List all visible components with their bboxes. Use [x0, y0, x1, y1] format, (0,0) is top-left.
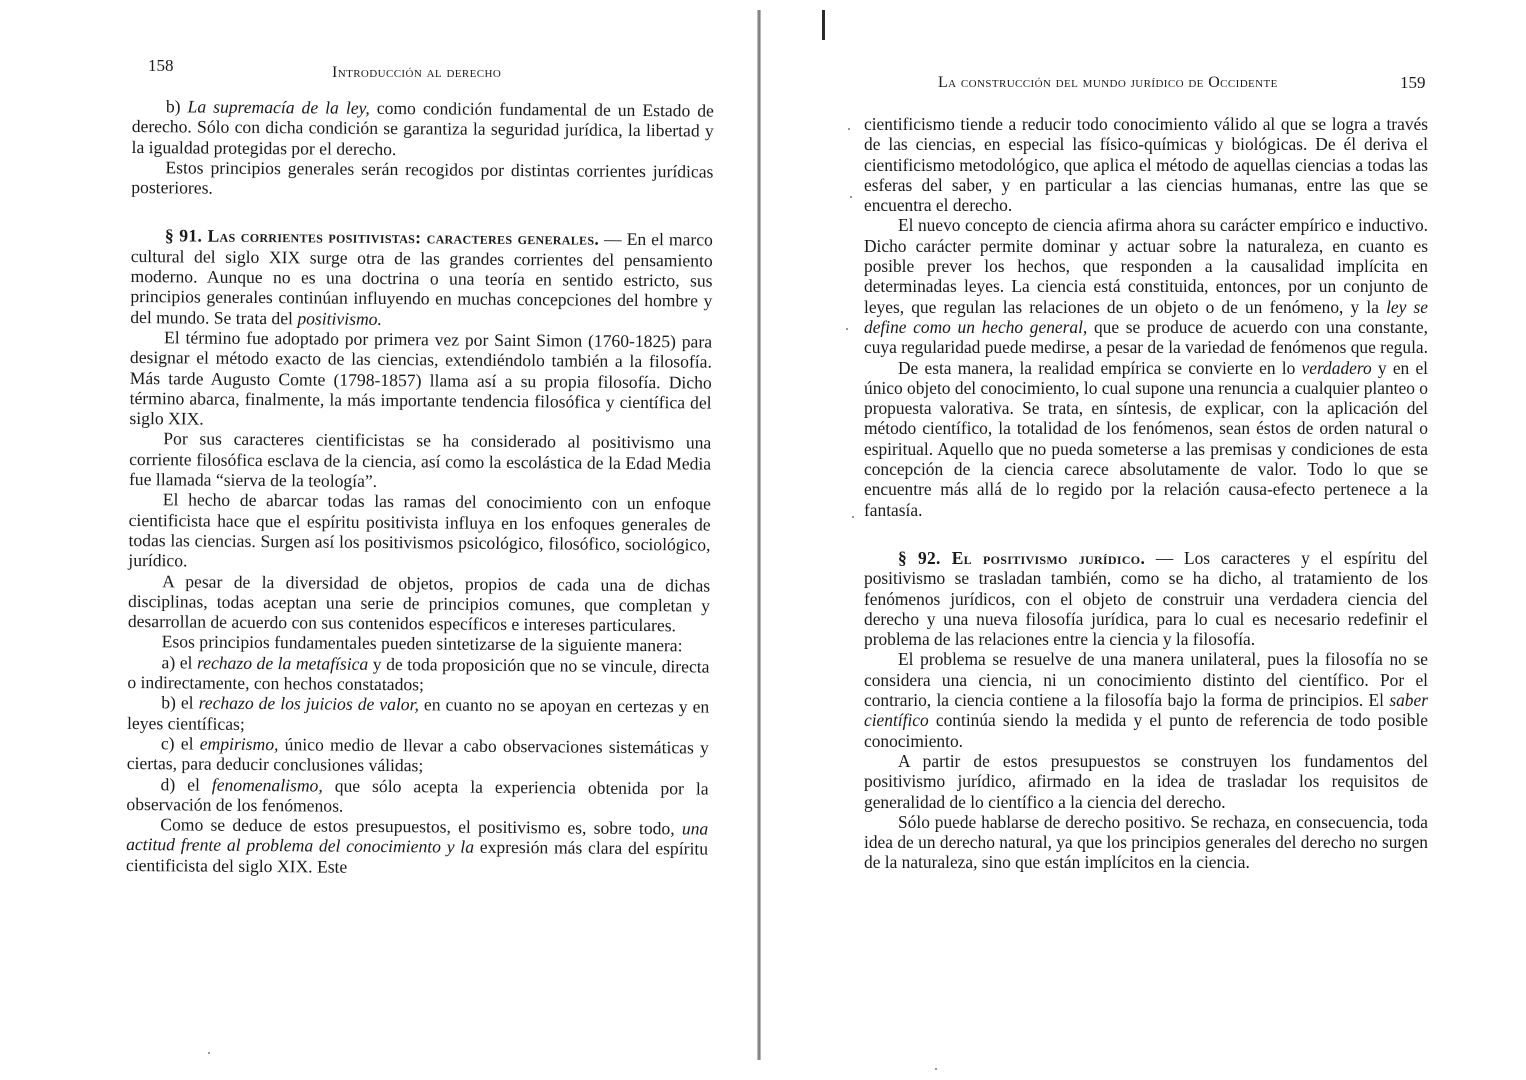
list-item: b) el rechazo de los juicios de valor, en cuanto no se apoyan en certezas y en leyes científicas;: [127, 692, 710, 734]
paragraph: De esta manera, la realidad empírica se convierte en lo verdadero y en el único objeto del conocimiento, lo cual supone una renuncia a cualquier planteo o propuesta valorativa. Se trata, en síntesis, de explicar, con la aplicación del método científico, la totalidad de los fenómenos, sean éstos de orden natural o espiritual. Aquello que no pueda someterse a las premisas y condiciones de esta concepción de la ciencia carece absolutamente de valor. Todo lo que se encuentre más allá de lo regido por la relación causa-efecto pertenece a la fantasía.: [864, 357, 1428, 520]
right-running-head: La construcción del mundo jurídico de Occidente: [938, 74, 1278, 91]
section-heading: § 91. Las corrientes positivistas: caracteres generales.: [164, 225, 600, 250]
paragraph: A partir de estos presupuestos se construyen los fundamentos del positivismo jurídico, afirmado en la idea de trasladar los requisitos de generalidad de lo científico a la ciencia del derecho.: [864, 750, 1428, 812]
list-item: d) el fenomenalismo, que sólo acepta la experiencia obtenida por la observación de los fenómenos.: [126, 773, 709, 816]
section-92: § 92. El positivismo jurídico. — Los caracteres y el espíritu del positivismo se trasladan también, como se ha dicho, al tratamiento de los fenómenos jurídicos, con el objeto de construir una verdadera ciencia del derecho y una nueva filosofía jurídica, para lo cual es necesario redefinir el problema de las relaciones entre la ciencia y la filosofía.: [864, 547, 1428, 650]
list-item: a) el rechazo de la metafísica y de toda proposición que no se vincule, directa o indirectamente, con hechos constatados;: [127, 651, 710, 695]
paragraph: El término fue adoptado por primera vez por Saint Simon (1760-1825) para designar el método exacto de las ciencias, extendiéndolo también a la filosofía. Más tarde Augusto Comte (1798-1857) llama así a su propia filosofía. Dicho término abarca, finalmente, la más importante tendencia filosófica y científica del siglo XIX.: [129, 327, 713, 429]
paragraph: b) La supremacía de la ley, como condición fundamental de un Estado de derecho. Sólo con dicha condición se garantiza la seguridad jurídica, la libertad y la igualdad protegidas por el derecho.: [131, 96, 714, 159]
paragraph: El problema se resuelve de una manera unilateral, pues la filosofía no se considera una ciencia, ni un conocimiento distinto del científico. Por el contrario, la ciencia contiene a la filosofía bajo la forma de principios. El saber científico continúa siendo la medida y el punto de referencia de todo posible conocimiento.: [864, 649, 1428, 751]
paragraph: Por sus caracteres cientificistas se ha considerado al positivismo una corriente filosófica esclava de la ciencia, así como la escolástica de la Edad Media fue llamada “sierva de la teología”.: [128, 428, 712, 491]
right-text-column: [864, 114, 1428, 873]
list-item: c) el empirismo, único medio de llevar a cabo observaciones sistemáticas y ciertas, para deducir conclusiones válidas;: [126, 733, 709, 776]
paragraph: Esos principios fundamentales pueden sintetizarse de la siguiente manera:: [161, 631, 683, 656]
paragraph: El hecho de abarcar todas las ramas del conocimiento con un enfoque cientificista hace que el espíritu positivista influya en los enfoques generales de todas las ciencias. Surgen así los positivismos psicológico, filosófico, sociológico, jurídico.: [128, 489, 711, 571]
paragraph: Como se deduce de estos presupuestos, el positivismo es, sobre todo, una actitud frente al problema del conocimiento y la expresión más clara del espíritu cientificista del siglo XIX. Este: [125, 814, 709, 877]
right-page-number: 159: [1400, 73, 1426, 92]
paragraph: Sólo puede hablarse de derecho positivo. Se rechaza, en consecuencia, toda idea de un derecho natural, ya que los principios generales del derecho no surgen de la naturaleza, sino que están implícitos en la ciencia.: [864, 811, 1428, 873]
paragraph: El nuevo concepto de ciencia afirma ahora su carácter empírico e inductivo. Dicho carácter permite dominar y actuar sobre la naturaleza, en cuanto es posible prever los hechos, que responden a la causalidad implícita en determinadas leyes. La ciencia está constituida, entonces, por un conjunto de leyes, que regulan las relaciones de un objeto o de un fenómeno, y la ley se define como un hecho general, que se produce de acuerdo con una constante, cuya regularidad puede medirse, a pesar de la variedad de fenómenos que regula.: [864, 215, 1428, 358]
paragraph: cientificismo tiende a reducir todo conocimiento válido al que se logra a través de las ciencias, en especial las físico-químicas y biológicas. De él deriva el cientificismo metodológico, que aplica el método de aquellas ciencias a todas las esferas del saber, y en particular a las ciencias humanas, entre las que se encuentra el derecho.: [864, 114, 1428, 216]
left-page-number: 158: [148, 56, 174, 75]
left-running-head: Introducción al derecho: [332, 64, 502, 81]
paragraph: A pesar de la diversidad de objetos, propios de cada una de dichas disciplinas, todas aceptan una serie de principios comunes, que completan y desarrollan de acuerdo con sus contenidos específicos e intereses particulares.: [127, 570, 711, 636]
section-heading: § 92. El positivismo jurídico.: [898, 547, 1146, 568]
scan-speck: [208, 1052, 210, 1054]
section-91: § 91. Las corrientes positivistas: caracteres generales. — En el marco cultural del siglo XIX surge otra de las grandes corrientes del pensamiento moderno. Aunque no es una doctrina o una teoría en sentido estricto, sus principios generales continúan influyendo en muchas concepciones del hombre y del mundo. Se trata del positivismo.: [130, 225, 713, 329]
left-text-column: [126, 96, 714, 880]
book-gutter: [757, 10, 761, 1060]
paragraph: Estos principios generales serán recogidos por distintas corrientes jurídicas posteriores.: [131, 157, 714, 198]
